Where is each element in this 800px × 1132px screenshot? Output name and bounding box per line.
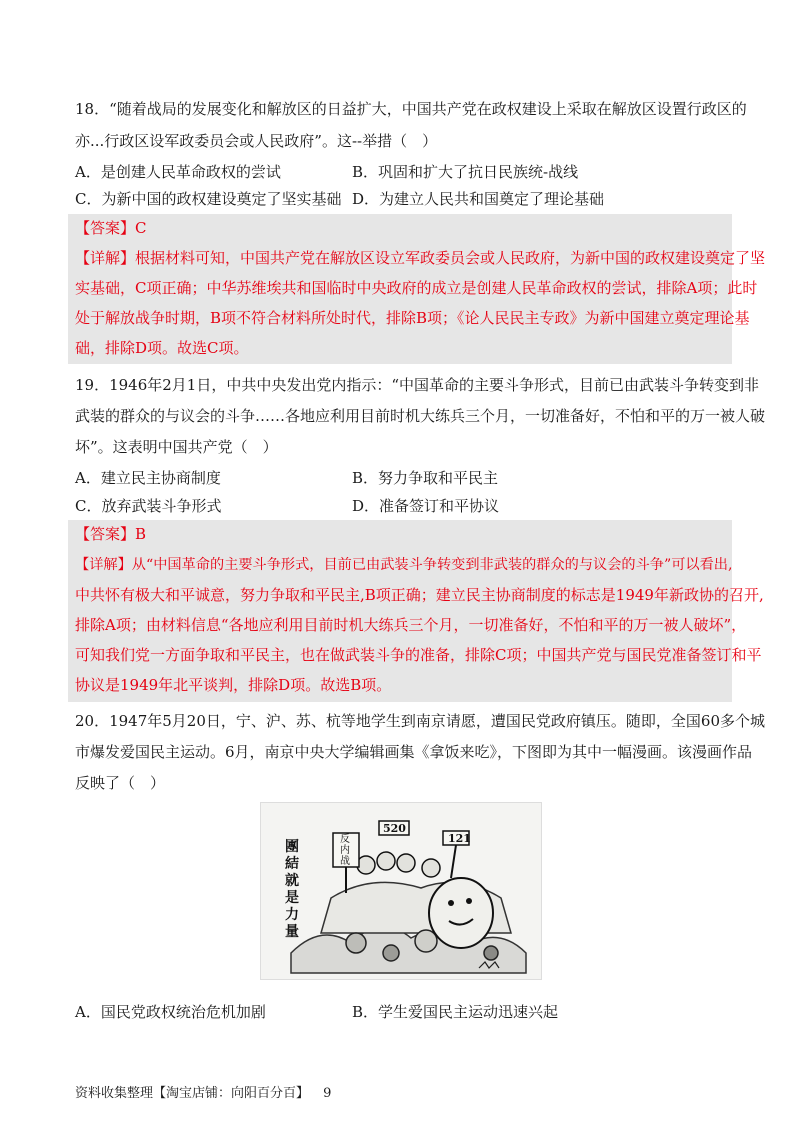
q19-detail-line3: 排除A项；由材料信息“各地应利用目前时机大练兵三个月，一切准备好，不怕和平的万一被人破坏”， bbox=[75, 616, 747, 634]
q19-detail-line5: 协议是1949年北平谈判，排除D项。故选B项。 bbox=[75, 676, 392, 694]
q18-stem-line2: 亦...行政区设军政委员会或人民政府”。这--举措（ ） bbox=[75, 132, 438, 150]
q19-option-d: D．准备签订和平协议 bbox=[352, 497, 500, 515]
footer-text: 资料收集整理【淘宝店铺：向阳百分百】 bbox=[75, 1086, 310, 1101]
q19-option-b: B．努力争取和平民主 bbox=[352, 469, 499, 487]
q20-stem-line3: 反映了（ ） bbox=[75, 774, 166, 792]
q19-stem-line3: 坏”。这表明中国共产党（ ） bbox=[75, 438, 278, 456]
q18-detail-line4: 础，排除D项。故选C项。 bbox=[75, 339, 249, 357]
q18-detail-line1: 【详解】根据材料可知，中国共产党在解放区设立军政委员会或人民政府，为新中国的政权建设奠定了坚 bbox=[75, 249, 766, 267]
q19-detail-line1: 【详解】从“中国革命的主要斗争形式，目前已由武装斗争转变到非武装的群众的与议会的斗争”可以看出, bbox=[75, 557, 733, 573]
q19-detail-line4: 可知我们党一方面争取和平民主，也在做武装斗争的准备，排除C项；中国共产党与国民党准备签订和平 bbox=[75, 646, 762, 664]
q18-option-a: A．是创建人民革命政权的尝试 bbox=[75, 163, 281, 181]
q18-option-d: D．为建立人民共和国奠定了理论基础 bbox=[352, 190, 605, 208]
cartoon-image bbox=[260, 802, 542, 980]
q18-answer: 【答案】C bbox=[75, 219, 147, 237]
q20-stem-line2: 市爆发爱国民主运动。6月，南京中央大学编辑画集《拿饭来吃》，下图即为其中一幅漫画。该漫画作品 bbox=[75, 743, 753, 761]
q19-option-a: A．建立民主协商制度 bbox=[75, 469, 221, 487]
page-footer bbox=[75, 1082, 331, 1101]
q20-stem-line1: 20．1947年5月20日，宁、沪、苏、杭等地学生到南京请愿，遭国民党政府镇压。随即，全国60多个城 bbox=[75, 712, 765, 730]
cartoon-sign-right: 121 bbox=[448, 832, 471, 845]
q19-option-c: C．放弃武装斗争形式 bbox=[75, 497, 222, 515]
page-number: 9 bbox=[323, 1086, 332, 1101]
cartoon-sign-top: 520 bbox=[383, 822, 406, 835]
q19-stem-line2: 武装的群众的与议会的斗争……各地应利用目前时机大练兵三个月，一切准备好，不怕和平的万一被人破 bbox=[75, 407, 766, 425]
q19-stem-line1: 19．1946年2月1日，中共中央发出党内指示：“中国革命的主要斗争形式，目前已由武装斗争转变到非 bbox=[75, 376, 760, 394]
q18-option-c: C．为新中国的政权建设奠定了坚实基础 bbox=[75, 190, 342, 208]
q19-answer: 【答案】B bbox=[75, 525, 147, 543]
q18-stem-line1: 18．“随着战局的发展变化和解放区的日益扩大，中国共产党在政权建设上采取在解放区设置行政区的 bbox=[75, 100, 747, 118]
q18-detail-line3: 处于解放战争时期，B项不符合材料所处时代，排除B项；《论人民民主专政》为新中国建立奠定理论基 bbox=[75, 309, 750, 327]
q20-option-a: A．国民党政权统治危机加剧 bbox=[75, 1003, 266, 1021]
q18-option-b: B．巩固和扩大了抗日民族统-战线 bbox=[352, 163, 579, 181]
q20-option-b: B．学生爱国民主运动迅速兴起 bbox=[352, 1003, 559, 1021]
q18-detail-line2: 实基础，C项正确；中华苏维埃共和国临时中央政府的成立是创建人民革命政权的尝试，排除A项；此时 bbox=[75, 279, 758, 297]
q19-detail-line2: 中共怀有极大和平诚意，努力争取和平民主,B项正确；建立民主协商制度的标志是1949年新政协的召开, bbox=[75, 586, 764, 604]
cartoon-vertical-text: 團結就是力量 bbox=[285, 839, 299, 940]
cartoon-sign-left: 反内战 bbox=[340, 834, 350, 867]
